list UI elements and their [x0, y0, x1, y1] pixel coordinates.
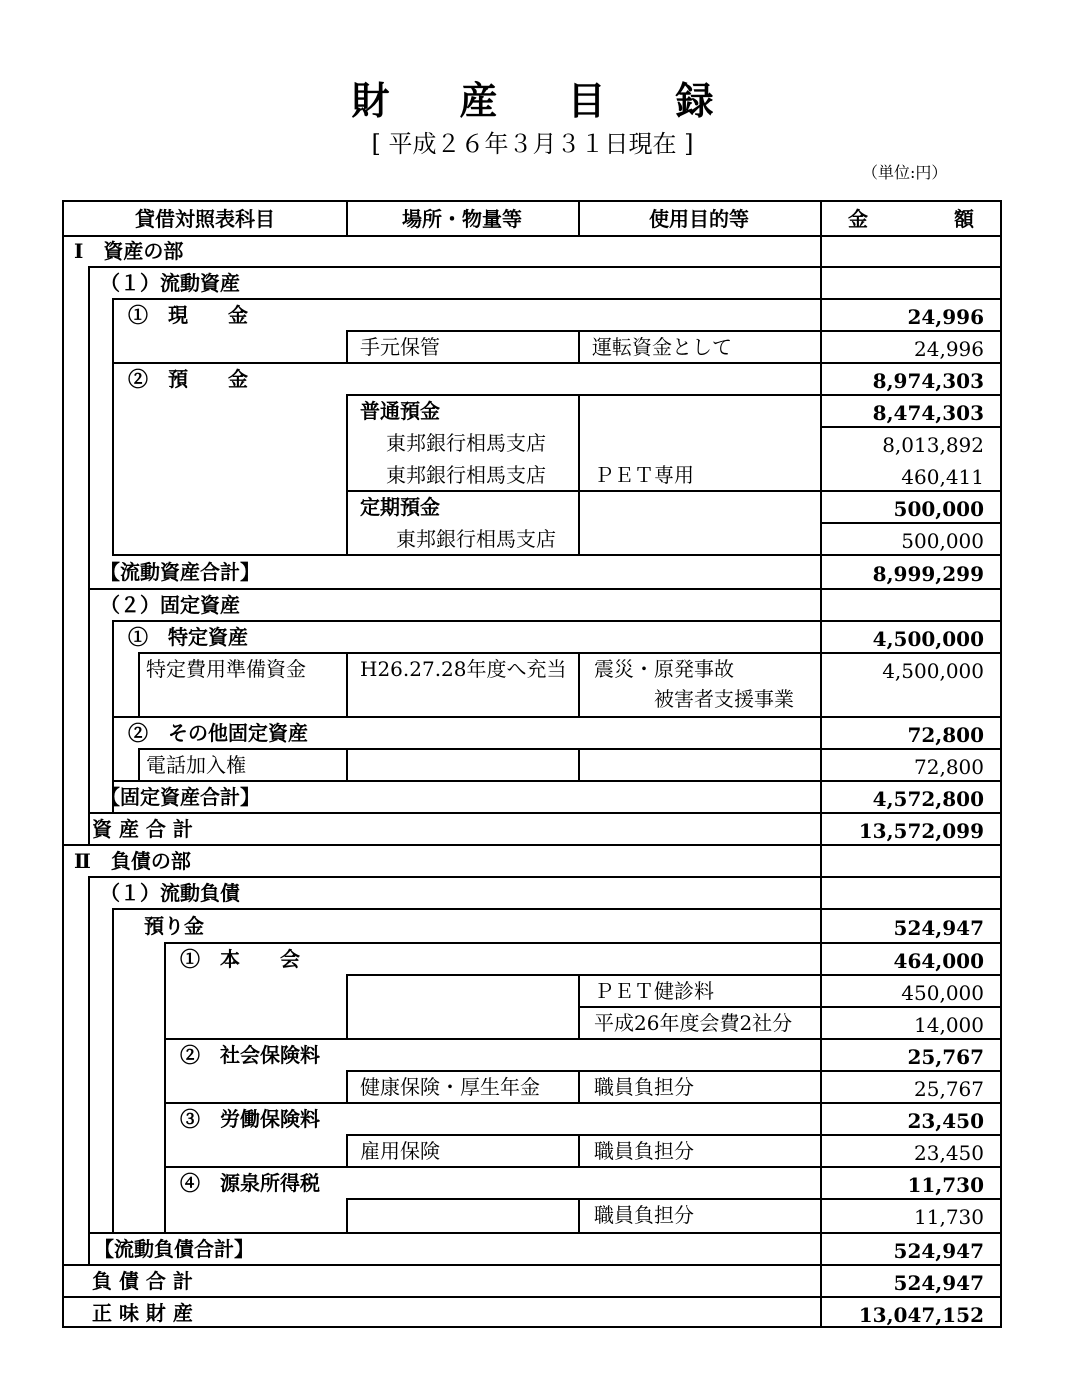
other-fixed-assets-label: ② その他固定資産	[128, 721, 308, 745]
membership-fee-amount: 14,000	[914, 1013, 984, 1037]
fixed-term-deposit-bank: 東邦銀行相馬支店	[396, 527, 556, 551]
rule	[112, 908, 1002, 910]
pet-deposit-amount: 460,411	[901, 465, 984, 489]
withholding-tax-amount: 11,730	[914, 1205, 984, 1229]
reserve-fund-purpose-line1: 震災・原発事故	[594, 657, 734, 681]
head-office-total: 464,000	[893, 949, 984, 973]
net-assets-total: 13,047,152	[858, 1303, 984, 1327]
unit-label: （単位:円）	[862, 163, 948, 182]
labor-insurance-purpose: 職員負担分	[594, 1139, 694, 1163]
rule	[346, 1134, 348, 1166]
fixed-term-deposit-label: 定期預金	[360, 495, 440, 519]
reserve-fund-amount: 4,500,000	[882, 659, 984, 683]
cash-purpose: 運転資金として	[592, 335, 732, 359]
fixed-assets-total: 4,572,800	[872, 787, 984, 811]
labor-insurance-label: ③ 労働保険料	[180, 1107, 320, 1131]
current-liabilities-total-label: 【流動負債合計】	[94, 1237, 254, 1261]
rule	[578, 748, 580, 780]
rule	[578, 974, 580, 1038]
current-liabilities-label: （１）流動負債	[100, 881, 240, 905]
specific-assets-total: 4,500,000	[872, 627, 984, 651]
withholding-tax-total: 11,730	[907, 1173, 984, 1197]
rule	[578, 1070, 580, 1102]
rule	[346, 652, 348, 716]
labor-insurance-amount: 23,450	[914, 1141, 984, 1165]
cash-amount: 24,996	[914, 337, 984, 361]
cash-location: 手元保管	[360, 335, 440, 359]
header-account: 貸借対照表科目	[135, 207, 275, 231]
rule	[88, 876, 90, 1264]
rule	[578, 330, 580, 362]
current-liabilities-total: 524,947	[893, 1239, 984, 1263]
telephone-right-item: 電話加入権	[146, 753, 246, 777]
social-insurance-total: 25,767	[907, 1045, 984, 1069]
rule	[346, 202, 348, 236]
deposits-label: ② 預 金	[128, 367, 248, 391]
withholding-tax-label: ④ 源泉所得税	[180, 1171, 320, 1195]
rule	[578, 202, 580, 236]
current-assets-total-label: 【流動資産合計】	[100, 560, 260, 584]
pet-checkup-fee: ＰＥＴ健診料	[594, 979, 714, 1003]
total-liabilities: 524,947	[893, 1271, 984, 1295]
rule	[112, 908, 114, 1232]
header-amount-left: 金	[848, 207, 868, 231]
liabilities-section-label: Ⅱ 負債の部	[74, 849, 191, 873]
pet-checkup-fee-amount: 450,000	[901, 981, 984, 1005]
rule	[578, 1198, 580, 1232]
rule	[164, 942, 166, 1232]
ordinary-deposit-label: 普通預金	[360, 399, 440, 423]
total-liabilities-label: 負 債 合 計	[92, 1269, 193, 1293]
rule	[138, 652, 140, 716]
document-title: 財産目録	[351, 78, 784, 123]
cash-label: ① 現 金	[128, 303, 248, 327]
assets-section-label: Ⅰ 資産の部	[74, 239, 184, 263]
total-assets-label: 資 産 合 計	[92, 817, 193, 841]
rule	[346, 394, 348, 554]
fixed-term-deposit-amount: 500,000	[901, 529, 984, 553]
head-office-label: ① 本 会	[180, 947, 300, 971]
membership-fee: 平成26年度会費2社分	[594, 1011, 793, 1035]
telephone-right-amount: 72,800	[914, 755, 984, 779]
other-fixed-assets-total: 72,800	[907, 723, 984, 747]
fixed-assets-label: （２）固定資産	[100, 593, 240, 617]
current-assets-label: （１）流動資産	[100, 271, 240, 295]
rule	[578, 394, 580, 554]
total-assets: 13,572,099	[858, 819, 984, 843]
pet-deposit-purpose: ＰＥＴ専用	[594, 463, 694, 487]
social-insurance-purpose: 職員負担分	[594, 1075, 694, 1099]
rule	[346, 748, 348, 780]
ordinary-deposit-bank: 東邦銀行相馬支店	[386, 431, 546, 455]
deposits-received-label: 預り金	[144, 914, 204, 938]
ordinary-deposit-total: 8,474,303	[872, 401, 984, 425]
rule	[346, 974, 348, 1038]
document-date: [ 平成２６年３月３１日現在 ]	[371, 130, 694, 158]
header-location: 場所・物量等	[402, 207, 522, 231]
rule	[346, 330, 348, 362]
rule	[112, 298, 114, 554]
rule	[88, 266, 90, 844]
current-assets-total: 8,999,299	[872, 562, 984, 586]
rule	[578, 652, 580, 716]
rule	[138, 748, 140, 780]
fixed-assets-total-label: 【固定資産合計】	[100, 785, 260, 809]
header-purpose: 使用目的等	[649, 207, 749, 231]
header-amount-right: 額	[954, 207, 974, 231]
labor-insurance-location: 雇用保険	[360, 1139, 440, 1163]
header-rule	[64, 235, 1002, 237]
net-assets-label: 正 味 財 産	[92, 1301, 193, 1325]
deposits-received-total: 524,947	[893, 916, 984, 940]
deposits-total: 8,974,303	[872, 369, 984, 393]
social-insurance-label: ② 社会保険料	[180, 1043, 320, 1067]
ordinary-deposit-amount: 8,013,892	[882, 433, 984, 457]
inventory-table	[62, 200, 1002, 1328]
rule	[346, 1070, 348, 1102]
labor-insurance-total: 23,450	[907, 1109, 984, 1133]
social-insurance-amount: 25,767	[914, 1077, 984, 1101]
reserve-fund-item: 特定費用準備資金	[146, 657, 306, 681]
rule	[578, 1134, 580, 1166]
fixed-term-deposit-total: 500,000	[893, 497, 984, 521]
social-insurance-location: 健康保険・厚生年金	[360, 1075, 540, 1099]
reserve-fund-purpose-line2: 被害者支援事業	[654, 687, 794, 711]
specific-assets-label: ① 特定資産	[128, 625, 248, 649]
reserve-fund-location: H26.27.28年度へ充当	[360, 657, 567, 681]
cash-total: 24,996	[907, 305, 984, 329]
rule	[346, 1198, 348, 1232]
pet-deposit-bank: 東邦銀行相馬支店	[386, 463, 546, 487]
withholding-tax-purpose: 職員負担分	[594, 1203, 694, 1227]
